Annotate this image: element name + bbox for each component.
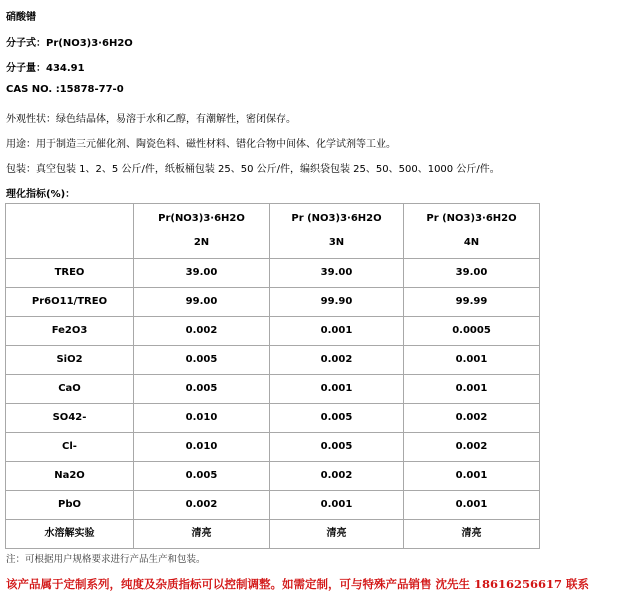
cell-value: 0.001 [404, 462, 540, 491]
cell-value: 39.00 [404, 259, 540, 288]
cell-value: 0.010 [134, 433, 270, 462]
usage-line: 用途：用于制造三元催化剂、陶瓷色料、磁性材料、镨化合物中间体、化学试剂等工业。 [6, 139, 396, 150]
molecular-weight-line: 分子量：434.91 [6, 63, 85, 74]
header-name: Pr (NO3)3·6H2O [291, 213, 382, 224]
row-label: SiO2 [6, 346, 134, 375]
row-label: CaO [6, 375, 134, 404]
cell-value: 0.001 [404, 375, 540, 404]
cell-value: 99.99 [404, 288, 540, 317]
spec-table [5, 203, 540, 549]
table-body [6, 259, 540, 549]
cell-value: 0.005 [134, 346, 270, 375]
cell-value: 0.005 [134, 375, 270, 404]
cell-value: 99.90 [270, 288, 404, 317]
cell-value: 0.005 [270, 433, 404, 462]
cell-value: 0.001 [270, 491, 404, 520]
spec-heading: 理化指标(%)： [6, 189, 76, 200]
table-row [6, 491, 540, 520]
cell-value: 0.005 [134, 462, 270, 491]
packaging-line: 包装：真空包装 1、2、5 公斤/件，纸板桶包装 25、50 公斤/件，编织袋包装 25、50、500、1000 公斤/件。 [6, 164, 500, 175]
header-blank-cell [6, 204, 134, 259]
footnote: 注：可根据用户规格要求进行产品生产和包装。 [6, 554, 206, 565]
header-grade: 3N [328, 237, 345, 248]
header-name: Pr(NO3)3·6H2O [158, 213, 245, 224]
cell-value: 0.005 [270, 404, 404, 433]
table-row [6, 433, 540, 462]
row-label: SO42- [6, 404, 134, 433]
row-label: PbO [6, 491, 134, 520]
row-label: 水溶解实验 [6, 520, 134, 549]
table-row [6, 346, 540, 375]
header-grade: 2N [193, 237, 210, 248]
cell-value: 0.0005 [404, 317, 540, 346]
cell-value: 0.002 [134, 317, 270, 346]
cell-value: 99.00 [134, 288, 270, 317]
cell-value: 39.00 [270, 259, 404, 288]
appearance-line: 外观性状：绿色结晶体，易溶于水和乙醇，有潮解性，密闭保存。 [6, 114, 296, 125]
table-row [6, 259, 540, 288]
row-label: Fe2O3 [6, 317, 134, 346]
formula-line: 分子式：Pr(NO3)3·6H2O [6, 38, 133, 49]
table-header-row [6, 204, 540, 259]
cell-value: 0.001 [404, 491, 540, 520]
custom-order-notice: 该产品属于定制系列，纯度及杂质指标可以控制调整。如需定制，可与特殊产品销售 沈先生 18616256617 联系 [6, 577, 590, 591]
header-cell-2n [134, 204, 270, 259]
row-label: TREO [6, 259, 134, 288]
header-name: Pr (NO3)3·6H2O [426, 213, 517, 224]
cell-value: 0.002 [404, 433, 540, 462]
cell-value: 清亮 [404, 520, 540, 549]
row-label: Pr6O11/TREO [6, 288, 134, 317]
cell-value: 0.002 [134, 491, 270, 520]
header-cell-4n [404, 204, 540, 259]
table-row [6, 520, 540, 549]
cell-value: 0.002 [404, 404, 540, 433]
cell-value: 清亮 [270, 520, 404, 549]
header-cell-3n [270, 204, 404, 259]
table-row [6, 317, 540, 346]
cas-number-line: CAS NO. :15878-77-0 [6, 84, 124, 95]
cell-value: 清亮 [134, 520, 270, 549]
row-label: Na2O [6, 462, 134, 491]
cell-value: 0.001 [270, 317, 404, 346]
product-title: 硝酸镨 [6, 12, 36, 23]
row-label: Cl- [6, 433, 134, 462]
table-row [6, 288, 540, 317]
table-row [6, 375, 540, 404]
cell-value: 0.010 [134, 404, 270, 433]
cell-value: 0.002 [270, 346, 404, 375]
table-row [6, 462, 540, 491]
cell-value: 39.00 [134, 259, 270, 288]
cell-value: 0.002 [270, 462, 404, 491]
header-grade: 4N [463, 237, 480, 248]
cell-value: 0.001 [270, 375, 404, 404]
cell-value: 0.001 [404, 346, 540, 375]
table-row [6, 404, 540, 433]
